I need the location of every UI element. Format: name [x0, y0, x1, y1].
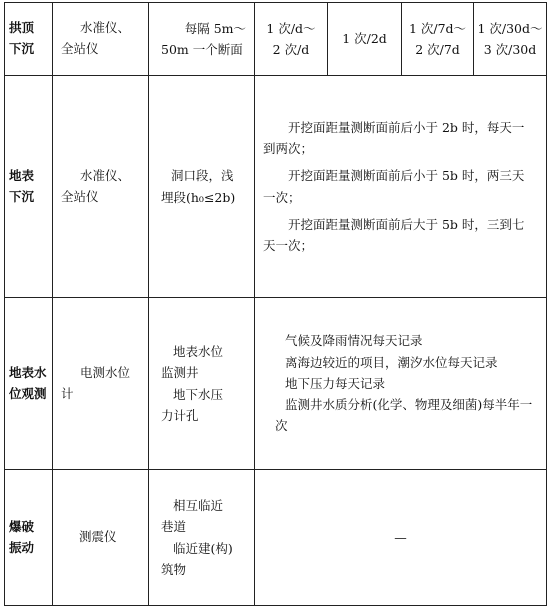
- location-line: 50m 一个断面: [161, 42, 243, 57]
- frequency-line: 离海边较近的项目，潮汐水位每天记录: [285, 354, 498, 370]
- frequency-line: 1 次/2d: [342, 31, 387, 47]
- location-line: 相互临近: [173, 498, 224, 513]
- location-line: 地表水位: [173, 344, 224, 359]
- tool-line: 电测水位: [79, 364, 130, 380]
- location-cell: [149, 298, 255, 470]
- frequency-line: 2 次/7d: [415, 42, 460, 57]
- item-cell: [5, 470, 53, 606]
- location-cell: [149, 470, 255, 606]
- item-line: 地表: [9, 167, 35, 183]
- table-row: [5, 3, 547, 76]
- item-line: 位观测: [9, 385, 47, 401]
- frequency-cell: [474, 3, 547, 76]
- location-line: 力计孔: [161, 407, 199, 423]
- table-row: [5, 76, 547, 298]
- frequency-line: 气候及降雨情况每天记录: [285, 333, 423, 349]
- frequency-dash: —: [394, 529, 407, 545]
- tool-cell: [53, 298, 149, 470]
- tool-cell: [53, 76, 149, 298]
- tool-cell: [53, 470, 149, 606]
- table-row: [5, 298, 547, 470]
- tool-line: 计: [61, 385, 74, 401]
- frequency-cell: [402, 3, 474, 76]
- item-line: 爆破: [9, 518, 35, 534]
- tool-cell: [53, 3, 149, 76]
- location-line: 每隔 5m～: [184, 20, 246, 36]
- tool-line: 全站仪: [61, 41, 99, 56]
- monitoring-table-page: [4, 2, 546, 608]
- location-line: 巷道: [161, 519, 187, 535]
- frequency-line: 开挖面距量测断面前后大于 5b 时，三到七天一次；: [263, 216, 525, 253]
- tool-line: 水准仪、: [79, 20, 130, 36]
- frequency-cell: [328, 3, 402, 76]
- item-line: 下沉: [9, 41, 35, 56]
- location-cell: [149, 76, 255, 298]
- tool-line: 全站仪: [61, 188, 99, 204]
- location-line: 监测井: [161, 365, 199, 381]
- item-line: 振动: [9, 539, 35, 555]
- location-line: 地下水压: [173, 386, 224, 402]
- frequency-line: 地下压力每天记录: [285, 375, 386, 391]
- item-cell: [5, 298, 53, 470]
- location-line: 筑物: [161, 561, 187, 577]
- location-line: 洞口段，浅: [171, 168, 234, 184]
- item-cell: [5, 3, 53, 76]
- frequency-line: 3 次/30d: [483, 42, 537, 57]
- frequency-line: 1 次/7d～: [408, 20, 467, 36]
- table-row: [5, 470, 547, 606]
- location-line: 埋段(h₀≤2b): [161, 189, 236, 205]
- frequency-line: 1 次/d～: [266, 20, 316, 36]
- monitoring-table: [4, 2, 547, 606]
- frequency-cell: [255, 470, 547, 606]
- frequency-cell: [255, 3, 328, 76]
- item-line: 下沉: [9, 188, 35, 204]
- frequency-cell: [255, 76, 547, 298]
- item-line: 地表水: [9, 364, 47, 380]
- item-cell: [5, 76, 53, 298]
- frequency-cell: [255, 298, 547, 470]
- location-line: 临近建(构): [173, 540, 233, 556]
- frequency-line: 监测井水质分析(化学、物理及细菌)每半年一次: [275, 397, 533, 434]
- item-line: 拱顶: [9, 20, 35, 36]
- frequency-line: 开挖面距量测断面前后小于 5b 时，两三天一次；: [263, 168, 525, 205]
- frequency-line: 开挖面距量测断面前后小于 2b 时，每天一到两次；: [263, 119, 525, 156]
- tool-line: 水准仪、: [79, 167, 130, 183]
- tool-line: 测震仪: [79, 529, 117, 545]
- frequency-line: 1 次/30d～: [477, 20, 543, 36]
- frequency-line: 2 次/d: [272, 42, 310, 57]
- location-cell: [149, 3, 255, 76]
